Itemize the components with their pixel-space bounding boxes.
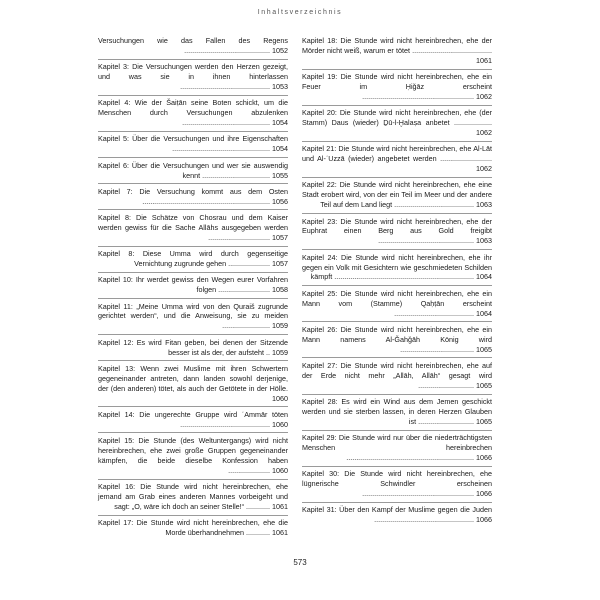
toc-entry: Kapitel 19: Die Stunde wird nicht hereinbrechen, ehe ein Feuer im Ḥiǧāz erscheint ........................................................ 1062 <box>302 72 492 106</box>
toc-entry: Kapitel 29: Die Stunde wird nur über die niederträchtigsten Menschen hereinbrechen ................................................................ 1066 <box>302 433 492 467</box>
toc-entry: Kapitel 8: Diese Umma wird durch gegenseitige Vernichtung zugrunde gehen ..................... 1057 <box>98 249 288 273</box>
toc-entry: Kapitel 4: Wie der Šaiṭān seine Boten schickt, um die Menschen durch Versuchungen abzulenken ............................................ 1054 <box>98 98 288 132</box>
toc-entry: Kapitel 10: Ihr werdet gewiss den Wegen eurer Vorfahren folgen .......................... 1058 <box>98 275 288 299</box>
toc-entry: Kapitel 27: Die Stunde wird nicht hereinbrechen, ehe auf der Erde nicht mehr „Allāh, Allāh“ gesagt wird ............................ 1065 <box>302 361 492 395</box>
toc-entry: Kapitel 18: Die Stunde wird nicht hereinbrechen, ehe der Mörder nicht weiß, warum er tötet ........................................ 1061 <box>302 36 492 70</box>
toc-entry: Kapitel 20: Die Stunde wird nicht hereinbrechen, ehe (der Stamm) Daus (wieder) Ḏū-l-Ḫalaṣa anbetet ................... 1062 <box>302 108 492 142</box>
toc-entry: Kapitel 8: Die Schätze von Chosrau und dem Kaiser werden gewiss für die Sache Allāhs ausgegeben werden ............................... 1057 <box>98 213 288 247</box>
toc-entry: Kapitel 24: Die Stunde wird nicht hereinbrechen, ehe ihr gegen ein Volk mit Gesichtern wie geschmiedeten Schilden kämpft ...................................................................... 1064 <box>302 253 492 287</box>
running-header: Inhaltsverzeichnis <box>257 9 343 16</box>
toc-entry: Kapitel 14: Die ungerechte Gruppe wird ʿAmmār töten ............................................. 1060 <box>98 410 288 434</box>
toc-entry: Kapitel 13: Wenn zwei Muslime mit ihren Schwertern gegeneinander antreten, dann landen sowohl derjenige, der (den anderen) tötet, als auch der Getötete in der Hölle. 1060 <box>98 364 288 407</box>
toc-entry: Kapitel 25: Die Stunde wird nicht hereinbrechen, ehe ein Mann vom (Stamme) Qaḥṭān erscheint ........................................ 1064 <box>302 289 492 323</box>
page-number: 573 <box>293 558 307 567</box>
toc-entry: Kapitel 17: Die Stunde wird nicht hereinbrechen, ehe die Morde überhandnehmen ............ 1061 <box>98 518 288 538</box>
toc-entry: Kapitel 11: „Meine Umma wird von den Quraiš zugrunde gerichtet werden“, und die Anweisung, sie zu meiden ........................ 1059 <box>98 302 288 336</box>
toc-entry: Kapitel 31: Über den Kampf der Muslime gegen die Juden .................................................. 1066 <box>302 505 492 525</box>
toc-entry: Kapitel 15: Die Stunde (des Weltuntergangs) wird nicht hereinbrechen, ehe zwei große Gruppen gegeneinander kämpfen, die beide dieselbe Konfession haben ..................... 1060 <box>98 436 288 479</box>
toc-entry: Kapitel 16: Die Stunde wird nicht hereinbrechen, ehe jemand am Grab eines anderen Mannes vorbeigeht und sagt: „O, wäre ich doch an seiner Stelle!“ ............ 1061 <box>98 482 288 516</box>
toc-entry: Kapitel 12: Es wird Fitan geben, bei denen der Sitzende besser ist als der, der aufsteht .. 1059 <box>98 338 288 362</box>
toc-entry: Kapitel 3: Die Versuchungen werden den Herzen gezeigt, und was sie in ihnen hinterlassen ............................................. 1053 <box>98 62 288 96</box>
toc-right-column <box>302 36 492 531</box>
toc-entry: Kapitel 22: Die Stunde wird nicht hereinbrechen, ehe eine Stadt erobert wird, von der ein Teil im Meer und der andere Teil auf dem Land liegt ........................................ 1063 <box>302 180 492 214</box>
toc-entry: Kapitel 6: Über die Versuchungen und wer sie auswendig kennt .................................. 1055 <box>98 161 288 185</box>
toc-entry: Kapitel 7: Die Versuchung kommt aus dem Osten ................................................................ 1056 <box>98 187 288 211</box>
toc-entry: Kapitel 30: Die Stunde wird nicht hereinbrechen, ehe lügnerische Schwindler erscheinen ........................................................ 1066 <box>302 469 492 503</box>
toc-entry: Kapitel 23: Die Stunde wird nicht hereinbrechen, ehe der Euphrat einen Berg aus Gold freigibt ................................................ 1063 <box>302 217 492 251</box>
toc-entry: Kapitel 26: Die Stunde wird nicht hereinbrechen, ehe ein Mann namens Al-Ǧahǧāh König wird ..................................... 1065 <box>302 325 492 359</box>
toc-entry: Kapitel 21: Die Stunde wird nicht hereinbrechen, ehe Al-Lāt und Al-ʿUzzā (wieder) angebetet werden .......................... 1062 <box>302 144 492 178</box>
toc-left-column <box>98 36 288 543</box>
toc-entry: Kapitel 28: Es wird ein Wind aus dem Jemen geschickt werden und sie sterben lassen, in deren Herzen Glauben ist ............................ 1065 <box>302 397 492 431</box>
toc-entry: Kapitel 5: Über die Versuchungen und ihre Eigenschaften ................................................. 1054 <box>98 134 288 158</box>
toc-entry: Versuchungen wie das Fallen des Regens ........................................... 1052 <box>98 36 288 60</box>
